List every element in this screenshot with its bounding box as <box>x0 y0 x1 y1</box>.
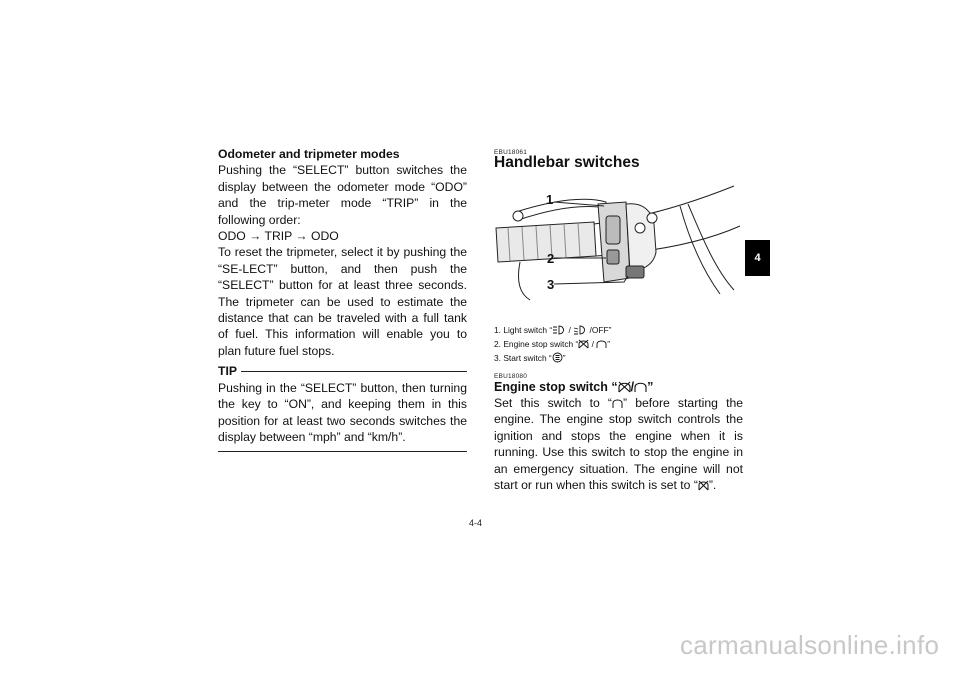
tip-box <box>218 363 467 452</box>
engine-stop-off-icon <box>578 339 589 349</box>
engine-stop-off-icon <box>698 480 709 491</box>
engine-stop-off-icon <box>618 381 631 393</box>
handlebar-illustration <box>494 182 750 312</box>
caption-separator: / <box>566 325 574 335</box>
engine-run-icon <box>612 398 623 409</box>
para-text-c: ”. <box>708 478 717 493</box>
light-switch-knob <box>606 216 620 244</box>
caption-text-end: ” <box>562 352 566 363</box>
engine-run-icon <box>596 339 607 349</box>
captions <box>494 324 743 365</box>
lever-tip <box>513 211 523 221</box>
odometer-paragraph-2: To reset the tripmeter, select it by pushing the “SE-LECT” button, and then push the “SELECT” button for at least three seconds. The tripmeter can be used to estimate the distance that can be traveled with a full tank of fuel. This information will enable you to plan future fuel stops. <box>218 245 467 358</box>
caption-text-end: /OFF” <box>587 325 612 335</box>
section-title: Handlebar switches <box>494 154 640 171</box>
odometer-heading: Odometer and tripmeter modes <box>218 147 400 161</box>
cable-2 <box>688 204 734 290</box>
caption-separator: / <box>589 338 597 349</box>
footer-watermark: carmanualsonline.info <box>680 630 940 660</box>
engine-stop-switch <box>607 250 619 264</box>
mode-sequence: ODO → TRIP → ODO <box>218 229 339 244</box>
tip-text: Pushing in the “SELECT” button, then turning the key to “ON”, and keeping them in this position for at least two seconds switches the display between “mph” and “km/h”. <box>218 380 467 444</box>
caption-number: 3. <box>494 352 501 363</box>
tip-label: TIP <box>218 363 241 379</box>
section-code-2: EBU18080 <box>494 373 528 380</box>
caption-text: Light switch “ <box>503 325 553 335</box>
start-icon <box>552 352 563 363</box>
caption-number: 2. <box>494 338 501 349</box>
odometer-paragraph-1: Pushing the “SELECT” button switches the display between the odometer mode “ODO” and the trip-meter mode “TRIP” in the following order: <box>218 163 467 227</box>
tip-top-rule <box>218 371 467 372</box>
caption-engine-stop <box>494 338 743 352</box>
engine-stop-paragraph <box>494 395 743 493</box>
caption-text: Engine stop switch “ <box>503 338 579 349</box>
low-beam-icon <box>573 325 587 335</box>
caption-light-switch <box>494 324 743 338</box>
heading-text-end: ” <box>647 380 654 394</box>
start-switch <box>626 266 644 278</box>
caption-start-switch <box>494 352 743 366</box>
engine-run-icon <box>634 381 647 393</box>
section-code-1: EBU18061 <box>494 149 528 156</box>
callout-3: 3 <box>547 277 555 292</box>
lower-contour <box>518 262 530 300</box>
tip-bottom-rule <box>218 451 467 452</box>
heading-text: Engine stop switch “ <box>494 380 618 394</box>
left-column <box>218 146 467 452</box>
para-text-a: Set this switch to “ <box>494 396 612 410</box>
cable-1 <box>680 206 720 294</box>
mount-bolt-2 <box>647 213 657 223</box>
caption-text: Start switch “ <box>503 352 552 363</box>
high-beam-icon <box>552 325 566 335</box>
section-tab: 4 <box>745 240 770 276</box>
engine-stop-heading <box>494 379 743 395</box>
heading-separator: / <box>630 380 635 394</box>
page-number: 4-4 <box>469 518 483 528</box>
callout-2: 2 <box>547 251 555 266</box>
caption-number: 1. <box>494 325 501 335</box>
callout-1: 1 <box>546 192 554 207</box>
para-text-b: ” before starting the engine. The engine stop switch controls the ignition and stops the engine when it is running. Use this switch to stop the engine in an emergency situation. The engine will not start or run when this switch is set to “ <box>494 396 744 493</box>
caption-text-end: ” <box>607 338 611 349</box>
mount-bolt <box>635 223 645 233</box>
grip-shape <box>496 222 596 262</box>
